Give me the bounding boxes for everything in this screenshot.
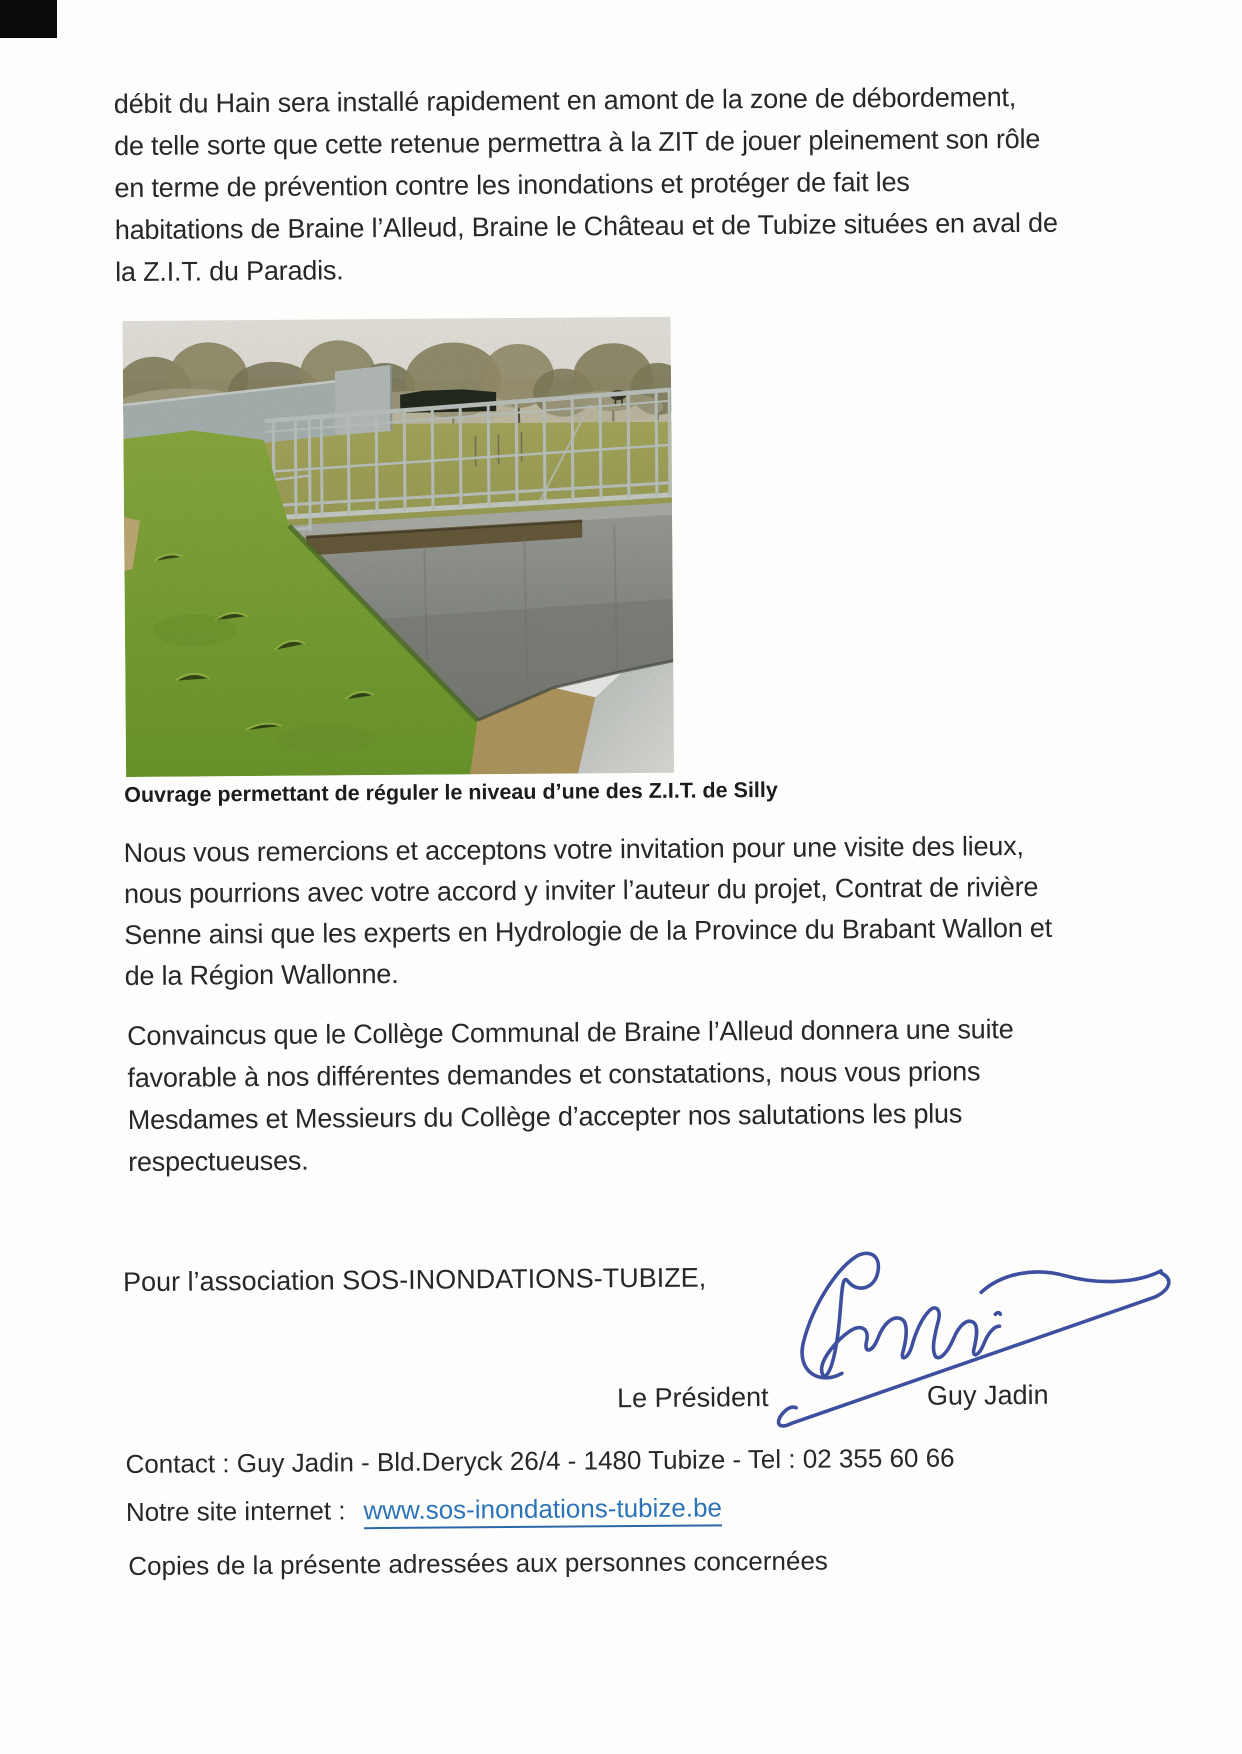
text-line: habitations de Braine l’Alleud, Braine le Château et de Tubize situées en aval de bbox=[114, 207, 1058, 246]
paragraph-salutations bbox=[127, 1008, 1015, 1183]
text-line: Nous vous remercions et acceptons votre invitation pour une visite des lieux, bbox=[123, 830, 1024, 869]
association-line: Pour l’association SOS-INONDATIONS-TUBIZE, bbox=[122, 1262, 707, 1298]
text-line: respectueuses. bbox=[128, 1145, 309, 1178]
signer-name: Guy Jadin bbox=[926, 1379, 1049, 1411]
copies-line: Copies de la présente adressées aux personnes concernées bbox=[128, 1545, 828, 1582]
paragraph-invitation bbox=[124, 826, 1053, 997]
website-label: Notre site internet : bbox=[125, 1495, 346, 1528]
text-line: de telle sorte que cette retenue permettra à la ZIT de jouer pleinement son rôle bbox=[114, 123, 1041, 162]
text-line: favorable à nos différentes demandes et constatations, nous vous prions bbox=[127, 1056, 981, 1094]
text-line: de la Région Wallonne. bbox=[124, 958, 399, 992]
text-line: nous pourrions avec votre accord y inviter l’auteur du projet, Contrat de rivière bbox=[123, 871, 1039, 910]
text-line: Mesdames et Messieurs du Collège d’accepter nos salutations les plus bbox=[127, 1098, 963, 1136]
photo-regulation-structure bbox=[123, 317, 675, 777]
website-row bbox=[126, 1492, 722, 1531]
contact-line: Contact : Guy Jadin - Bld.Deryck 26/4 - 1480 Tubize - Tel : 02 355 60 66 bbox=[125, 1442, 955, 1480]
photo-caption: Ouvrage permettant de réguler le niveau d’une des Z.I.T. de Silly bbox=[124, 777, 778, 808]
text-line: Senne ainsi que les experts en Hydrologie de la Province du Brabant Wallon et bbox=[124, 912, 1053, 951]
paragraph-flood-prevention bbox=[114, 76, 1059, 293]
text-line: débit du Hain sera installé rapidement en amont de la zone de débordement, bbox=[113, 82, 1017, 120]
text-line: la Z.I.T. du Paradis. bbox=[115, 255, 344, 288]
text-line: Convaincus que le Collège Communal de Braine l’Alleud donnera une suite bbox=[127, 1014, 1014, 1052]
website-link[interactable]: www.sos-inondations-tubize.be bbox=[363, 1492, 722, 1529]
text-line: en terme de prévention contre les inondations et protéger de fait les bbox=[114, 166, 910, 204]
signer-role: Le Président bbox=[616, 1382, 769, 1414]
